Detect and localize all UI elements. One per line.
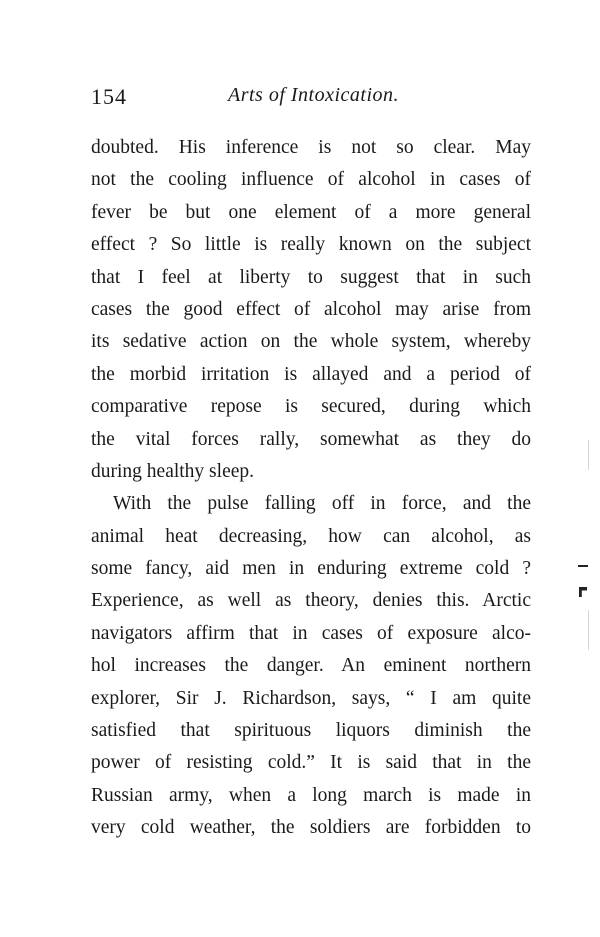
text-line: very cold weather, the soldiers are forbidden to bbox=[91, 817, 531, 839]
text-line: Russian army, when a long march is made in bbox=[91, 784, 531, 806]
text-line: that I feel at liberty to suggest that in such bbox=[91, 266, 531, 288]
text-line: Experience, as well as theory, denies this. Arctic bbox=[91, 590, 531, 612]
text-line: doubted. His inference is not so clear. May bbox=[91, 137, 531, 158]
text-line: during healthy sleep. bbox=[91, 460, 254, 482]
text-line: explorer, Sir J. Richardson, says, “ I am quite bbox=[91, 687, 531, 709]
text-line: cases the good effect of alcohol may arise from bbox=[91, 298, 531, 320]
paragraph-first-line: With the pulse falling off in force, and the bbox=[113, 493, 531, 515]
text-line: satisfied that spirituous liquors diminish the bbox=[91, 720, 531, 742]
text-line: the vital forces rally, somewhat as they do bbox=[91, 428, 531, 450]
text-line: comparative repose is secured, during which bbox=[91, 396, 531, 418]
margin-dash-mark bbox=[578, 565, 588, 567]
text-line: its sedative action on the whole system, whereby bbox=[91, 331, 531, 353]
page-header bbox=[91, 84, 531, 114]
body-text bbox=[91, 132, 531, 845]
text-line: navigators affirm that in cases of exposure alco- bbox=[91, 622, 531, 644]
text-line: some fancy, aid men in enduring extreme cold ? bbox=[91, 558, 531, 580]
margin-corner-mark bbox=[579, 587, 587, 597]
text-line: hol increases the danger. An eminent northern bbox=[91, 655, 531, 677]
text-line: fever be but one element of a more general bbox=[91, 201, 531, 223]
text-line: power of resisting cold.” It is said that in the bbox=[91, 752, 531, 774]
text-line: animal heat decreasing, how can alcohol, as bbox=[91, 525, 531, 547]
page-number: 154 bbox=[91, 84, 127, 109]
running-title: Arts of Intoxication. bbox=[228, 84, 400, 106]
margin-mark bbox=[578, 565, 590, 605]
page-edge-line bbox=[588, 610, 589, 650]
text-line: the morbid irritation is allayed and a period of bbox=[91, 363, 531, 385]
text-line: not the cooling influence of alcohol in cases of bbox=[91, 169, 531, 191]
text-line: effect ? So little is really known on the subject bbox=[91, 234, 531, 256]
page-edge-line bbox=[588, 440, 589, 470]
